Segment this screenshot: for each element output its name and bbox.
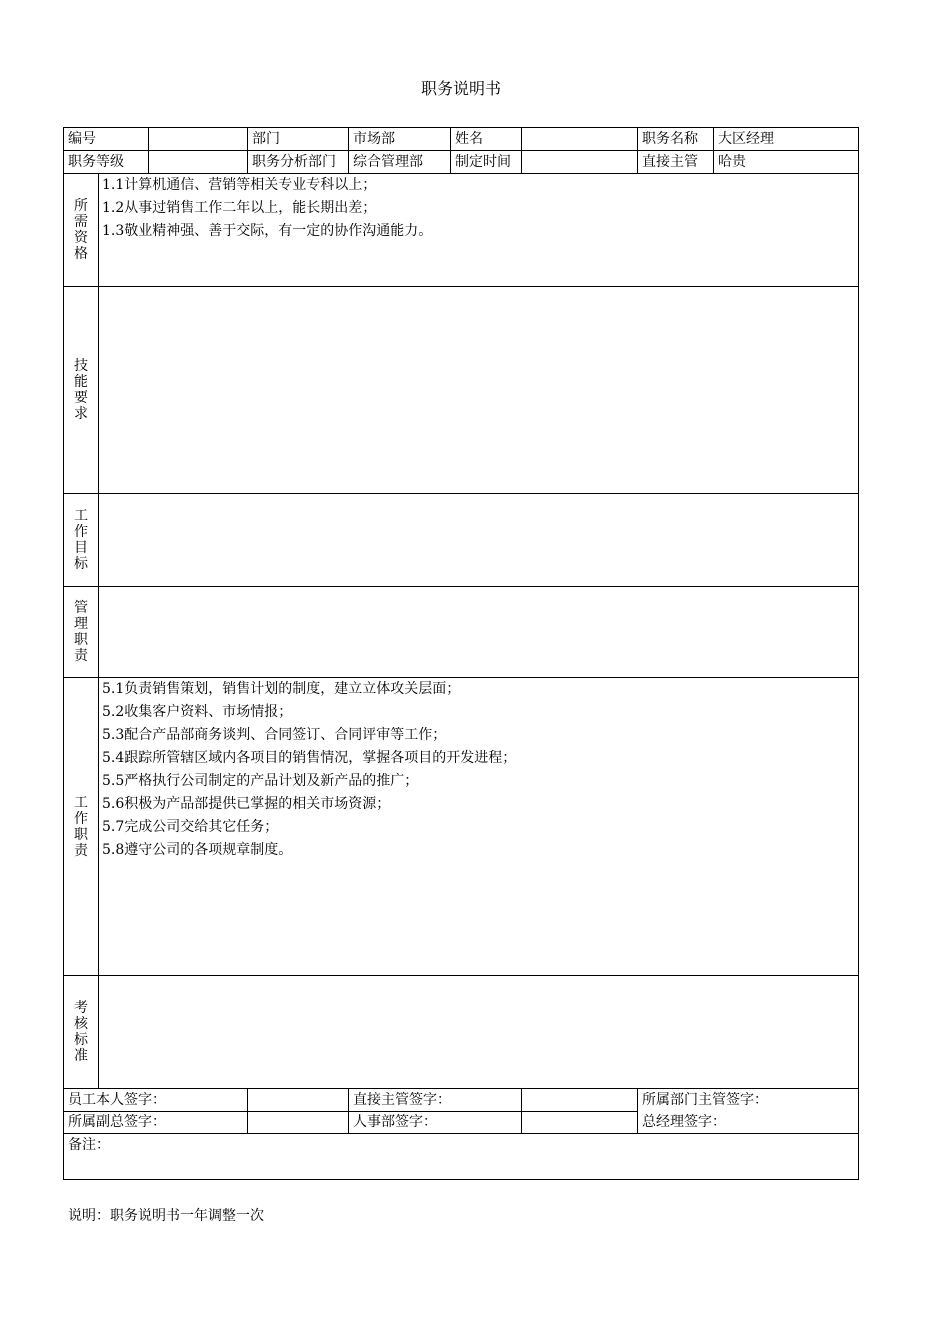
gm-signature-label[interactable]: 总经理签字： — [642, 1114, 726, 1130]
duty-item: 5.2收集客户资料、市场情报； — [102, 704, 293, 720]
remarks-label[interactable]: 备注： — [68, 1137, 110, 1153]
grid-line — [247, 1088, 248, 1133]
grid-line — [521, 1088, 522, 1133]
name-label: 姓名 — [455, 131, 483, 147]
position-label: 职务名称 — [642, 131, 698, 147]
grid-line — [521, 127, 522, 173]
duties-content[interactable] — [102, 678, 516, 862]
management-content[interactable] — [99, 587, 858, 677]
qualifications-label: 所需资格 — [74, 198, 88, 262]
duty-item: 5.1负责销售策划，销售计划的制度，建立立体攻关层面； — [102, 681, 461, 697]
grade-label: 职务等级 — [68, 154, 124, 170]
duty-item: 5.8遵守公司的各项规章制度。 — [102, 842, 293, 858]
supervisor-label: 直接主管 — [642, 154, 698, 170]
vice-gm-signature-label: 所属副总签字： — [68, 1114, 166, 1130]
skills-label: 技能要求 — [74, 358, 88, 422]
duty-item: 5.5严格执行公司制定的产品计划及新产品的推广； — [102, 773, 419, 789]
footnote: 说明：职务说明书一年调整一次 — [68, 1208, 264, 1224]
page-title: 职务说明书 — [420, 79, 501, 98]
duties-label: 工作职责 — [74, 794, 88, 859]
grid-line — [63, 1133, 859, 1134]
assessment-label: 考核标准 — [74, 1000, 88, 1064]
grid-line — [63, 1088, 859, 1089]
skills-content[interactable] — [99, 287, 858, 493]
date-label: 制定时间 — [455, 154, 511, 170]
id-label: 编号 — [68, 131, 96, 147]
employee-signature-label: 员工本人签字： — [68, 1092, 166, 1108]
qualification-item: 1.2从事过销售工作二年以上，能长期出差； — [102, 200, 377, 216]
qualification-item: 1.3敬业精神强、善于交际，有一定的协作沟通能力。 — [102, 223, 433, 239]
goals-content[interactable] — [99, 494, 858, 586]
management-label: 管理职责 — [74, 600, 88, 664]
dept-value[interactable]: 市场部 — [353, 131, 395, 147]
duty-item: 5.6积极为产品部提供已掌握的相关市场资源； — [102, 796, 391, 812]
analysis-dept-label: 职务分析部门 — [252, 154, 336, 170]
grid-line — [148, 127, 149, 173]
direct-supervisor-signature-label: 直接主管签字： — [353, 1092, 451, 1108]
duty-item: 5.4跟踪所管辖区域内各项目的销售情况，掌握各项目的开发进程； — [102, 750, 517, 766]
qualifications-content[interactable] — [102, 174, 432, 243]
dept-supervisor-signature-label[interactable]: 所属部门主管签字： — [642, 1092, 768, 1108]
hr-signature-label: 人事部签字： — [353, 1114, 437, 1130]
position-value[interactable]: 大区经理 — [718, 131, 774, 147]
qualification-item: 1.1计算机通信、营销等相关专业专科以上； — [102, 177, 377, 193]
duty-item: 5.7完成公司交给其它任务； — [102, 819, 279, 835]
grid-line — [63, 150, 859, 151]
analysis-dept-value[interactable]: 综合管理部 — [353, 154, 423, 170]
duty-item: 5.3配合产品部商务谈判、合同签订、合同评审等工作； — [102, 727, 447, 743]
supervisor-value[interactable]: 哈贵 — [718, 154, 746, 170]
assessment-content[interactable] — [99, 976, 858, 1088]
dept-label: 部门 — [252, 131, 280, 147]
goals-label: 工作目标 — [74, 508, 88, 572]
